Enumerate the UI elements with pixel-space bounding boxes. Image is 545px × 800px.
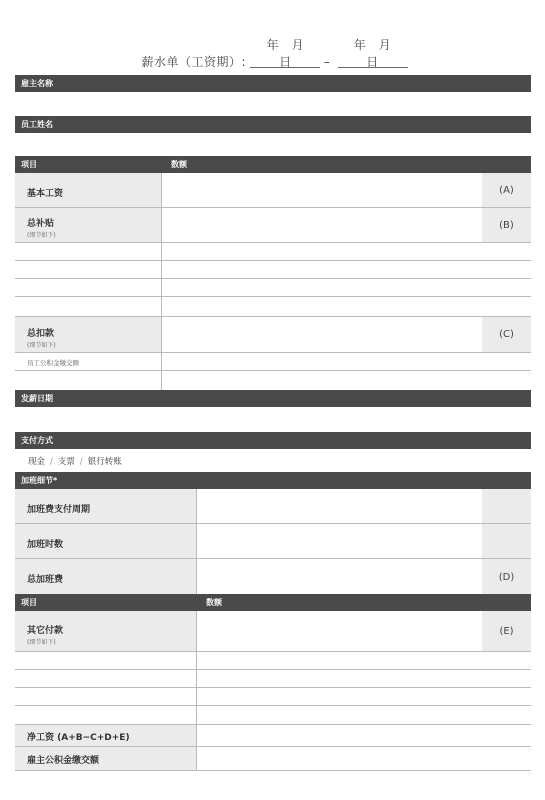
cpf-employee-label: 员工公积金缴交额 — [27, 359, 79, 367]
overtime-bar — [15, 472, 531, 489]
allowance-detail-row — [15, 279, 531, 297]
deduction-label: 总扣款 — [27, 329, 55, 339]
net-pay-field[interactable] — [196, 725, 531, 746]
payment-method-options: 现金 / 支票 / 银行转账 — [28, 457, 122, 467]
overtime-period-label: 加班费支付周期 — [27, 505, 91, 515]
overtime-total-row — [15, 559, 531, 594]
overtime-period-label-cell — [15, 489, 196, 523]
allowance-detail-field[interactable] — [161, 243, 531, 260]
payment-method-label: 支付方式 — [21, 436, 53, 445]
other-detail-row — [15, 706, 531, 725]
employee-name-field[interactable] — [15, 133, 531, 155]
cpf-employee-field[interactable] — [161, 353, 531, 370]
other-payment-label: 其它付款 — [27, 626, 64, 636]
deduction-detail-row — [15, 371, 531, 390]
start-date-ymd: 年 月 日 — [266, 38, 317, 69]
tag-a: (A) — [482, 173, 531, 207]
deduction-detail-field[interactable] — [161, 371, 531, 390]
cpf-employer-field[interactable] — [196, 747, 531, 770]
pay-date-field[interactable] — [15, 407, 531, 431]
cpf-employee-row — [15, 353, 531, 371]
tag-c: (C) — [482, 317, 531, 352]
basic-salary-row — [15, 173, 531, 208]
employee-name-label: 员工姓名 — [21, 120, 53, 129]
tag-d: (D) — [482, 559, 531, 594]
pay-date-label: 发薪日期 — [21, 394, 53, 403]
employer-name-field[interactable] — [15, 92, 531, 114]
overtime-label: 加班细节* — [21, 476, 58, 485]
allowance-detail-field[interactable] — [161, 261, 531, 278]
allowance-detail-row — [15, 243, 531, 261]
payment-option-cash[interactable]: 现金 — [28, 457, 46, 467]
pay-date-bar — [15, 390, 531, 407]
payment-method-bar — [15, 432, 531, 449]
deduction-sublabel: (细节如下) — [27, 342, 56, 349]
allowance-field[interactable] — [161, 208, 482, 242]
other-detail-field[interactable] — [196, 706, 531, 724]
net-pay-label: 净工资 (A+B−C+D+E) — [27, 733, 130, 743]
basic-salary-label: 基本工资 — [27, 189, 64, 199]
end-date-ymd: 年 月 日 — [353, 38, 404, 69]
overtime-hours-label-cell — [15, 524, 196, 558]
payment-option-cheque[interactable]: 支票 — [57, 457, 75, 467]
deduction-field[interactable] — [161, 317, 482, 352]
cpf-employer-row — [15, 747, 531, 771]
basic-salary-field[interactable] — [161, 173, 482, 207]
deduction-label-cell — [15, 317, 161, 352]
cpf-employer-label: 雇主公积金缴交额 — [27, 756, 100, 766]
cpf-employer-label-cell — [15, 747, 196, 770]
other-payment-field[interactable] — [196, 611, 482, 651]
overtime-total-label: 总加班费 — [27, 575, 64, 585]
overtime-period-field[interactable] — [196, 489, 482, 523]
overtime-hours-tag-cell — [482, 524, 531, 558]
net-pay-row — [15, 725, 531, 747]
other-payment-label-cell — [15, 611, 196, 651]
other-detail-row — [15, 670, 531, 688]
other-payment-row — [15, 611, 531, 652]
overtime-period-tag-cell — [482, 489, 531, 523]
table2-header — [15, 594, 531, 611]
overtime-hours-field[interactable] — [196, 524, 482, 558]
employer-name-bar — [15, 75, 531, 92]
tag-e: (E) — [482, 611, 531, 651]
other-detail-field[interactable] — [196, 688, 531, 705]
title-text: 薪水单（工资期）: — [141, 55, 247, 69]
payment-option-bank-transfer[interactable]: 银行转账 — [87, 457, 122, 467]
allowance-label-cell — [15, 208, 161, 242]
overtime-period-row — [15, 489, 531, 524]
employer-name-label: 雇主名称 — [21, 79, 53, 88]
payslip-title — [0, 36, 545, 70]
table2-col-amount: 数额 — [206, 598, 222, 607]
table1-header — [15, 156, 531, 173]
net-pay-label-cell — [15, 725, 196, 746]
other-detail-field[interactable] — [196, 670, 531, 687]
allowance-detail-row — [15, 297, 531, 317]
table1-col-amount: 数额 — [171, 160, 187, 169]
overtime-hours-label: 加班时数 — [27, 540, 64, 550]
allowance-sublabel: (细节如下) — [27, 232, 56, 239]
employee-name-bar — [15, 116, 531, 133]
other-payment-sublabel: (细节如下) — [27, 639, 56, 646]
allowance-detail-field[interactable] — [161, 297, 531, 316]
allowance-detail-row — [15, 261, 531, 279]
allowance-label: 总补贴 — [27, 219, 55, 229]
overtime-total-label-cell — [15, 559, 196, 594]
basic-salary-label-cell — [15, 173, 161, 207]
table2-col-item: 项目 — [21, 598, 37, 607]
overtime-total-field[interactable] — [196, 559, 482, 594]
other-detail-row — [15, 688, 531, 706]
other-detail-field[interactable] — [196, 652, 531, 669]
tag-b: (B) — [482, 208, 531, 242]
date-range-dash: – — [323, 55, 331, 69]
allowance-row — [15, 208, 531, 243]
allowance-detail-field[interactable] — [161, 279, 531, 296]
table1-col-item: 项目 — [21, 160, 37, 169]
deduction-row — [15, 317, 531, 353]
overtime-hours-row — [15, 524, 531, 559]
other-detail-row — [15, 652, 531, 670]
